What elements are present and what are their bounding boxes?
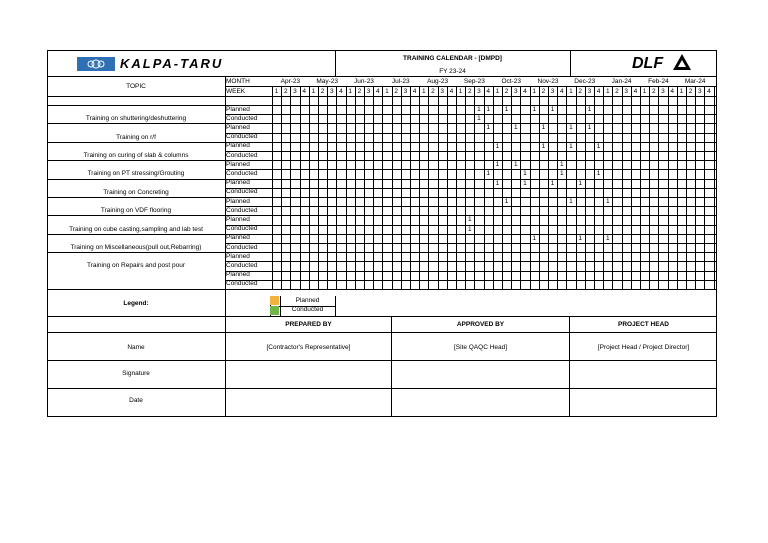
grid-mark: 1 — [596, 142, 601, 150]
topic-name: Training on cube casting,sampling and lab test — [69, 225, 203, 233]
week-header: 3 — [697, 88, 702, 95]
grid-mark: 1 — [596, 170, 601, 178]
row-type-label: Planned — [226, 215, 250, 223]
dlf-triangle-icon — [672, 53, 692, 76]
month-header: Mar-24 — [684, 78, 706, 85]
name-label: Name — [127, 344, 145, 351]
grid-mark: 1 — [504, 198, 509, 205]
grid-mark: 1 — [467, 225, 472, 233]
week-header: 3 — [366, 88, 371, 95]
grid-mark: 1 — [569, 198, 573, 205]
week-header: 1 — [421, 88, 426, 95]
topic-name: Training on Concreting — [103, 188, 169, 196]
grid-mark: 1 — [578, 234, 582, 242]
week-header: 2 — [431, 88, 435, 95]
legend-conducted-text: Conducted — [291, 306, 324, 313]
row-type-label: Planned — [226, 271, 250, 279]
week-label: WEEK — [226, 88, 246, 95]
row-type-label: Planned — [226, 105, 250, 113]
grid-mark: 1 — [569, 142, 573, 150]
grid-mark: 1 — [559, 161, 564, 169]
grid-mark: 1 — [495, 179, 500, 187]
prepared-by-name: [Contractor's Representative] — [266, 344, 351, 351]
grid-mark: 1 — [532, 234, 536, 242]
row-type-label: Conducted — [226, 169, 258, 177]
week-header: 2 — [357, 88, 362, 95]
fiscal-year: FY 23-24 — [439, 68, 466, 75]
month-header: Aug-23 — [427, 78, 449, 85]
grid-mark: 1 — [504, 106, 509, 113]
month-header: Jun-23 — [354, 78, 374, 85]
week-header: 3 — [513, 88, 518, 95]
week-header: 4 — [449, 88, 454, 95]
week-header: 3 — [403, 88, 408, 95]
week-header: 1 — [348, 88, 352, 95]
grid-mark: 1 — [467, 216, 472, 224]
week-header: 4 — [339, 88, 343, 95]
week-header: 4 — [486, 88, 490, 95]
brand-left-text: KALPA-TARU — [120, 56, 224, 71]
approved-by-name: [Site QAQC Head] — [453, 344, 508, 351]
month-header: Jul-23 — [391, 78, 410, 85]
week-header: 4 — [523, 88, 527, 95]
row-type-label: Conducted — [226, 225, 258, 233]
month-header: May-23 — [316, 78, 339, 85]
month-header: Feb-24 — [648, 78, 669, 85]
week-header: 1 — [495, 88, 500, 95]
grid-mark: 1 — [605, 234, 610, 242]
week-header: 1 — [642, 88, 647, 95]
row-type-label: Conducted — [226, 261, 258, 269]
week-header: 4 — [375, 88, 380, 95]
grid-mark: 1 — [587, 124, 592, 132]
grid-mark: 1 — [541, 124, 546, 132]
week-header: 2 — [283, 88, 288, 95]
grid-mark: 1 — [541, 142, 546, 150]
week-header: 3 — [440, 88, 444, 95]
grid-mark: 1 — [477, 106, 481, 113]
week-header: 1 — [458, 88, 463, 95]
row-type-label: Planned — [226, 160, 250, 168]
topic-name: Training on Miscellaneous(pull out,Rebarring) — [70, 244, 202, 251]
week-header: 3 — [329, 88, 334, 95]
week-header: 2 — [504, 88, 509, 95]
month-header: Apr-23 — [280, 78, 301, 85]
month-label: MONTH — [226, 78, 250, 85]
week-header: 2 — [320, 88, 325, 95]
row-type-label: Conducted — [226, 206, 258, 214]
legend-conducted-swatch — [270, 306, 279, 315]
row-type-label: Conducted — [226, 188, 258, 196]
grid-mark: 1 — [523, 179, 527, 187]
week-header: 4 — [412, 88, 417, 95]
grid-mark: 1 — [513, 124, 518, 132]
month-header: Nov-23 — [537, 78, 559, 85]
brand-right-text: DLF — [632, 55, 664, 72]
calendar-title: TRAINING CALENDAR - [DMPD] — [403, 55, 502, 62]
grid-mark: 1 — [550, 179, 555, 187]
week-header: 2 — [541, 88, 546, 95]
month-header: Dec-23 — [574, 78, 596, 85]
month-header: Jan-24 — [611, 78, 632, 85]
legend-planned-text: Planned — [295, 297, 320, 304]
topic-name: Training on PT stressing/Grouting — [87, 170, 185, 178]
prepared-by-heading: PREPARED BY — [285, 321, 332, 328]
week-header: 4 — [559, 88, 564, 95]
row-type-label: Planned — [226, 179, 250, 187]
week-header: 1 — [532, 88, 536, 95]
grid-mark: 1 — [550, 106, 555, 113]
row-type-label: Conducted — [226, 280, 258, 288]
topic-name: Training on Repairs and post pour — [86, 262, 186, 270]
month-header: Sep-23 — [463, 78, 485, 85]
row-type-label: Planned — [226, 197, 250, 205]
grid-mark: 1 — [495, 142, 500, 150]
week-header: 3 — [293, 88, 297, 95]
row-type-label: Planned — [226, 234, 250, 242]
row-type-label: Planned — [226, 252, 250, 260]
topic-label: TOPIC — [126, 83, 146, 90]
grid-mark: 1 — [486, 124, 490, 132]
project-head-name: [Project Head / Project Director] — [597, 344, 690, 351]
week-header: 3 — [587, 88, 592, 95]
grid-mark: 1 — [486, 170, 490, 178]
grid-mark: 1 — [523, 170, 527, 178]
date-label: Date — [129, 397, 143, 404]
week-header: 3 — [550, 88, 555, 95]
grid-mark: 1 — [578, 179, 582, 187]
week-header: 1 — [569, 88, 573, 95]
week-header: 4 — [707, 88, 711, 95]
week-header: 3 — [477, 88, 481, 95]
grid-mark: 1 — [569, 124, 573, 132]
week-header: 1 — [385, 88, 389, 95]
week-header: 4 — [596, 88, 601, 95]
week-header: 4 — [302, 88, 306, 95]
row-type-label: Conducted — [226, 151, 258, 159]
week-header: 1 — [605, 88, 610, 95]
week-header: 2 — [394, 88, 398, 95]
project-head-heading: PROJECT HEAD — [618, 321, 669, 328]
week-header: 2 — [467, 88, 472, 95]
grid-mark: 1 — [513, 161, 518, 169]
approved-by-heading: APPROVED BY — [456, 321, 505, 328]
grid-mark: 1 — [486, 106, 490, 113]
topic-name: Training on r/f — [116, 133, 156, 141]
week-header: 2 — [688, 88, 693, 95]
week-header: 3 — [661, 88, 665, 95]
grid-mark: 1 — [495, 161, 500, 169]
topic-name: Training on shuttering/deshuttering — [85, 115, 187, 123]
legend-planned-swatch — [270, 296, 279, 305]
topic-name: Training on VDF flooring — [100, 207, 172, 215]
week-header: 1 — [274, 88, 279, 95]
row-type-label: Conducted — [226, 243, 258, 251]
grid-mark: 1 — [605, 198, 610, 205]
row-type-label: Planned — [226, 142, 250, 150]
grid-mark: 1 — [532, 106, 536, 113]
legend-label: Legend: — [123, 300, 149, 307]
week-header: 1 — [679, 88, 684, 95]
signature-label: Signature — [122, 370, 150, 377]
week-header: 4 — [633, 88, 638, 95]
week-header: 4 — [670, 88, 674, 95]
row-type-label: Conducted — [226, 114, 258, 122]
month-header: Oct-23 — [501, 78, 521, 85]
week-header: 1 — [311, 88, 316, 95]
grid-mark: 1 — [477, 115, 481, 123]
week-header: 2 — [578, 88, 582, 95]
week-header: 2 — [615, 88, 619, 95]
row-type-label: Conducted — [226, 133, 258, 141]
grid-mark: 1 — [587, 106, 592, 113]
week-header: 2 — [651, 88, 656, 95]
grid-mark: 1 — [559, 170, 564, 178]
topic-name: Training on curing of slab & columns — [83, 152, 189, 159]
week-header: 3 — [624, 88, 628, 95]
row-type-label: Planned — [226, 123, 250, 131]
